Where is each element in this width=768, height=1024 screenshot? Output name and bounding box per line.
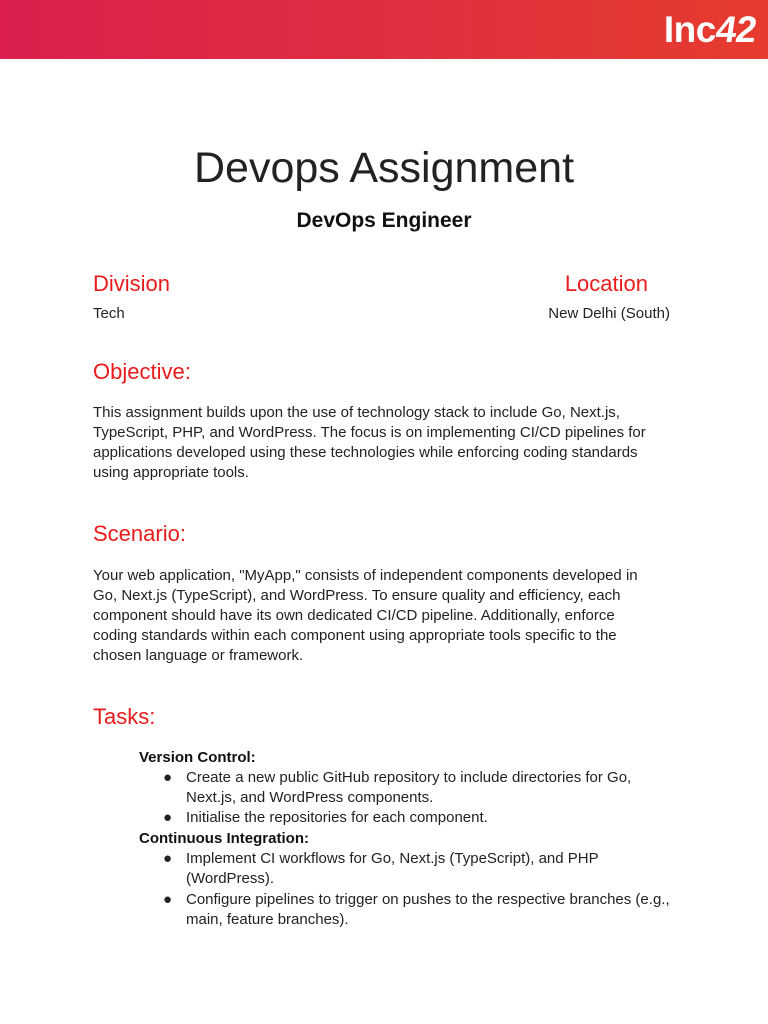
task-item [139,768,679,808]
task-item [139,890,679,930]
task-item-text: Initialise the repositories for each component. [186,809,488,826]
bullet-icon: ● [163,809,173,826]
scenario-heading: Scenario: [93,521,186,546]
bullet-icon: ● [163,769,173,786]
task-item [139,808,679,828]
task-item-text: Implement CI workflows for Go, Next.js (TypeScript), and PHP (WordPress). [186,850,599,887]
task-list [139,768,679,828]
inc42-logo [663,8,759,52]
task-list [139,849,679,930]
task-section-title: Continuous Integration: [139,830,309,847]
location-value: New Delhi (South) [548,305,670,322]
document-subtitle: DevOps Engineer [296,209,472,232]
objective-heading: Objective: [93,359,191,384]
tasks-heading: Tasks: [93,704,156,729]
task-section-title: Version Control: [139,749,256,766]
task-item-text: Configure pipelines to trigger on pushes to the respective branches (e.g., main, feature branches). [186,891,670,928]
logo-text: Inc [663,9,716,50]
logo-number: 42 [713,9,759,50]
header-banner [0,0,768,59]
division-label: Division [93,271,171,296]
location-label: Location [564,271,648,296]
objective-paragraph: This assignment builds upon the use of technology stack to include Go, Next.js, TypeScript, PHP, and WordPress. The focus is on implementing CI/CD pipelines for applications developed using these technologies while enforcing coding standards using appropriate tools. [93,404,646,481]
task-item-text: Create a new public GitHub repository to include directories for Go, Next.js, and WordPress components. [186,769,632,806]
task-section-version-control [139,748,679,828]
bullet-icon: ● [163,850,173,867]
task-item [139,849,679,889]
bullet-icon: ● [163,891,173,908]
document-title: Devops Assignment [193,144,575,192]
scenario-paragraph: Your web application, "MyApp," consists of independent components developed in Go, Next.js (TypeScript), and WordPress. To ensure quality and efficiency, each component should have its own dedicated CI/CD pipeline. Additionally, enforce coding standards within each component using appropriate tools specific to the chosen language or framework. [93,567,638,664]
task-section-continuous-integration [139,829,679,930]
division-value: Tech [93,305,125,322]
